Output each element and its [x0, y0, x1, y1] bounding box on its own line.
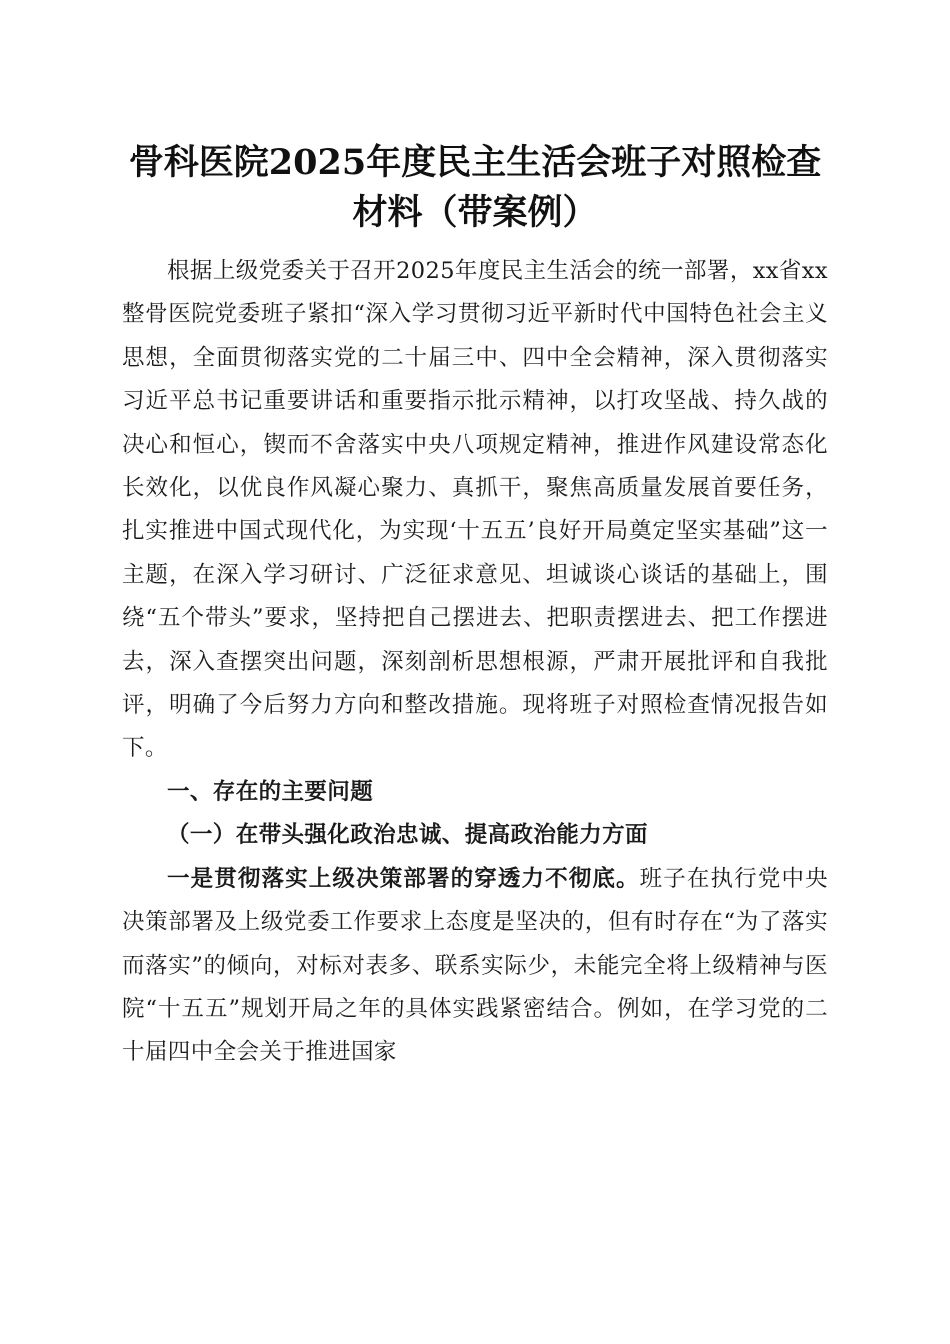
section-heading: 一、存在的主要问题: [167, 778, 374, 805]
title-line-1: 骨科医院2025年度民主生活会班子对照检查: [128, 142, 822, 183]
document-title: [100, 138, 850, 238]
point-lead: 一是贯彻落实上级决策部署的穿透力不彻底。: [167, 865, 640, 892]
point-paragraph: [122, 858, 828, 1075]
point-text: 班子在执行党中央决策部署及上级党委工作要求上态度是坚决的，但有时存在“为了落实而落实”的倾向，对标对表多、联系实际少，未能完全将上级精神与医院“十五五”规划开局之年的具体实践紧密结合。例如，在学习党的二十届四中全会关于推进国家: [122, 865, 828, 1066]
title-line-2: 材料（带案例）: [352, 192, 598, 233]
subsection-heading: （一）在带头强化政治忠诚、提高政治能力方面: [167, 822, 648, 849]
document-body: [122, 250, 828, 1075]
intro-paragraph: 根据上级党委关于召开2025年度民主生活会的统一部署，xx省xx整骨医院党委班子紧扣“深入学习贯彻习近平新时代中国特色社会主义思想，全面贯彻落实党的二十届三中、四中全会精神，深入贯彻落实习近平总书记重要讲话和重要指示批示精神，以打攻坚战、持久战的决心和恒心，锲而不舍落实中央八项规定精神，推进作风建设常态化长效化，以优良作风凝心聚力、真抓干，聚焦高质量发展首要任务，扎实推进中国式现代化，为实现‘十五五’良好开局奠定坚实基础”这一主题，在深入学习研讨、广泛征求意见、坦诚谈心谈话的基础上，围绕“五个带头”要求，坚持把自己摆进去、把职责摆进去、把工作摆进去，深入查摆突出问题，深刻剖析思想根源，严肃开展批评和自我批评，明确了今后努力方向和整改措施。现将班子对照检查情况报告如下。: [122, 258, 828, 762]
